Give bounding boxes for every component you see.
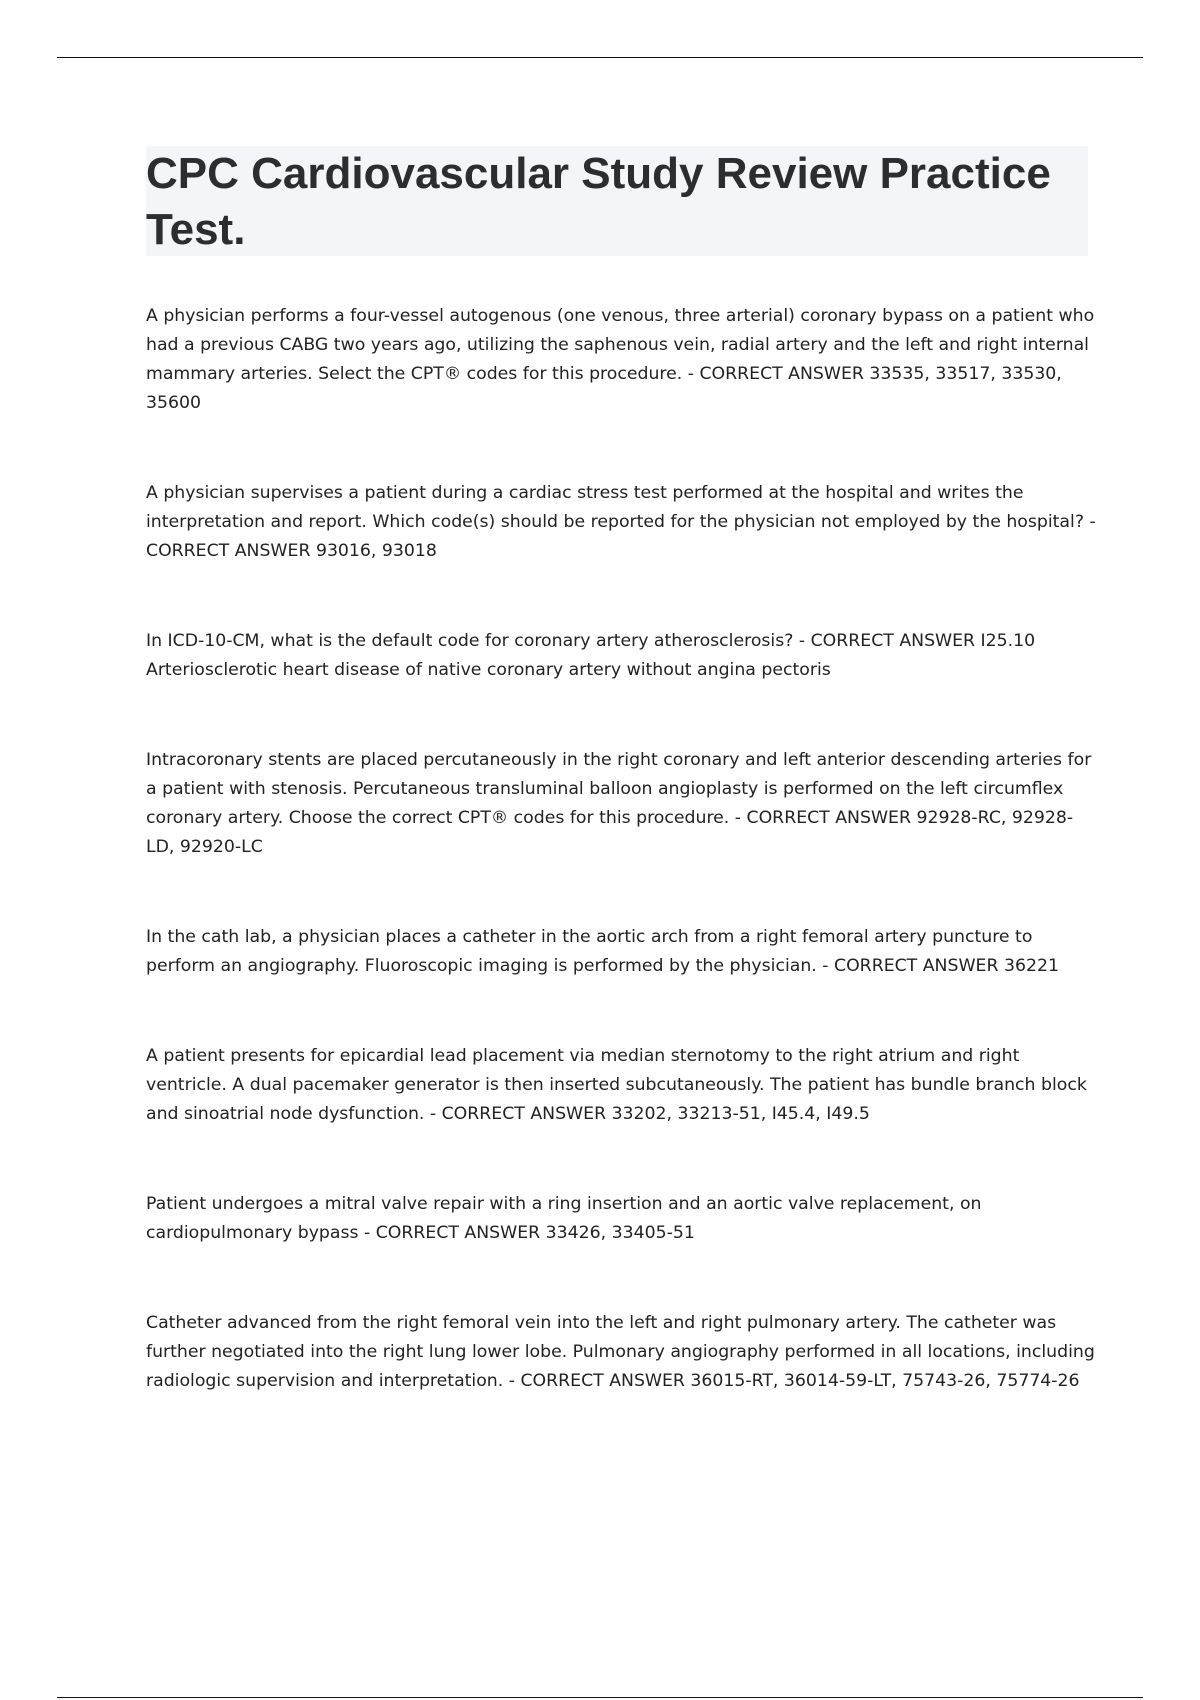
page-title: CPC Cardiovascular Study Review Practice Test. [146,149,1051,254]
question-answer-4: Intracoronary stents are placed percutaneously in the right coronary and left anterior descending arteries for a patient with stenosis. Percutaneous transluminal balloon angioplasty is performed on the left circumflex coronary artery. Choose the correct CPT® codes for this procedure. - CORRECT ANSWER 92928-RC, 92928-LD, 92920-LC [146,750,1092,857]
title-banner [146,146,1088,256]
top-divider [57,57,1143,58]
bottom-divider [57,1697,1143,1698]
question-answer-7: Patient undergoes a mitral valve repair with a ring insertion and an aortic valve replacement, on cardiopulmonary bypass - CORRECT ANSWER 33426, 33405-51 [146,1194,982,1243]
question-answer-5: In the cath lab, a physician places a catheter in the aortic arch from a right femoral artery puncture to perform an angiography. Fluoroscopic imaging is performed by the physician. - CORRECT ANSWER 36221 [146,927,1059,976]
question-answer-8: Catheter advanced from the right femoral vein into the left and right pulmonary artery. The catheter was further negotiated into the right lung lower lobe. Pulmonary angiography performed in all locations, including radiologic supervision and interpretation. - CORRECT ANSWER 36015-RT, 36014-59-LT, 75743-26, 75774-26 [146,1313,1095,1391]
question-answer-1: A physician performs a four-vessel autogenous (one venous, three arterial) coronary bypass on a patient who had a previous CABG two years ago, utilizing the saphenous vein, radial artery and the left and right internal mammary arteries. Select the CPT® codes for this procedure. - CORRECT ANSWER 33535, 33517, 33530, 35600 [146,306,1095,413]
question-list [146,302,1096,1396]
question-answer-6: A patient presents for epicardial lead placement via median sternotomy to the right atrium and right ventricle. A dual pacemaker generator is then inserted subcutaneously. The patient has bundle branch block and sinoatrial node dysfunction. - CORRECT ANSWER 33202, 33213-51, I45.4, I49.5 [146,1046,1087,1124]
question-answer-3: In ICD-10-CM, what is the default code for coronary artery atherosclerosis? - CORRECT ANSWER I25.10 Arteriosclerotic heart disease of native coronary artery without angina pectoris [146,631,1036,680]
question-answer-2: A physician supervises a patient during a cardiac stress test performed at the hospital and writes the interpretation and report. Which code(s) should be reported for the physician not employed by the hospital? - CORRECT ANSWER 93016, 93018 [146,483,1096,561]
